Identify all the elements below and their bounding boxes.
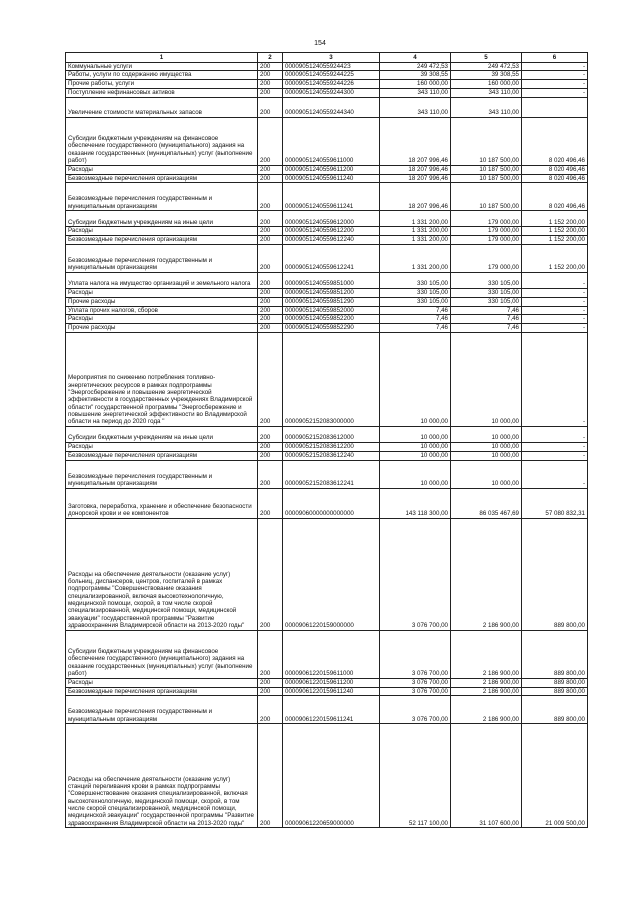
row-value-col4: 1 331 200,00: [380, 245, 451, 273]
row-value-col4: 7,46: [380, 315, 451, 324]
row-code-cell: 200: [258, 460, 283, 488]
row-value-col5: 249 472,53: [451, 62, 522, 71]
row-value-col6: -: [522, 88, 588, 97]
row-value-col5: 2 186 900,00: [451, 696, 522, 724]
row-value-col6: -: [522, 62, 588, 71]
row-code-cell: 200: [258, 315, 283, 324]
row-value-col6: -: [522, 460, 588, 488]
row-code-cell: 200: [258, 236, 283, 245]
row-value-col4: 330 105,00: [380, 297, 451, 306]
row-value-col6: -: [522, 297, 588, 306]
row-kbk-cell: 00009051240559851000: [283, 273, 380, 289]
row-value-col5: 2 186 900,00: [451, 687, 522, 696]
row-code-cell: 200: [258, 678, 283, 687]
row-name-cell: Безвозмездные перечисления государственным и муниципальным организациям: [66, 696, 258, 724]
row-value-col4: 3 076 700,00: [380, 687, 451, 696]
table-row: [66, 97, 588, 117]
row-value-col6: 8 020 496,46: [522, 117, 588, 165]
row-value-col6: -: [522, 443, 588, 452]
row-value-col4: 1 331 200,00: [380, 211, 451, 227]
row-code-cell: 200: [258, 696, 283, 724]
row-value-col4: 3 076 700,00: [380, 518, 451, 630]
row-code-cell: 200: [258, 80, 283, 89]
row-kbk-cell: 00009051240559852290: [283, 324, 380, 333]
row-value-col5: 86 035 467,69: [451, 488, 522, 518]
row-kbk-cell: 00009051240559611000: [283, 117, 380, 165]
row-value-col4: 143 118 300,00: [380, 488, 451, 518]
row-kbk-cell: 00009061220159611200: [283, 678, 380, 687]
row-value-col4: 343 110,00: [380, 88, 451, 97]
table-row: [66, 315, 588, 324]
row-kbk-cell: 00009051240559244300: [283, 88, 380, 97]
row-value-col6: 8 020 496,46: [522, 165, 588, 174]
table-row: [66, 80, 588, 89]
row-kbk-cell: 00009061220159611240: [283, 687, 380, 696]
row-kbk-cell: 00009051240559244225: [283, 71, 380, 80]
row-value-col5: 160 000,00: [451, 80, 522, 89]
row-code-cell: 200: [258, 183, 283, 211]
row-name-cell: Уплата налога на имущество организаций и земельного налога: [66, 273, 258, 289]
row-kbk-cell: 00009052152083612240: [283, 451, 380, 460]
row-name-cell: Заготовка, переработка, хранение и обеспечение безопасности донорской крови и ее компонентов: [66, 488, 258, 518]
row-value-col6: -: [522, 427, 588, 443]
row-name-cell: Прочие расходы: [66, 324, 258, 333]
row-value-col5: 10 187 500,00: [451, 165, 522, 174]
row-value-col6: -: [522, 333, 588, 427]
row-value-col4: 18 207 996,46: [380, 165, 451, 174]
table-row: [66, 71, 588, 80]
table-row: [66, 678, 588, 687]
row-value-col5: 2 186 900,00: [451, 518, 522, 630]
column-header: 2: [258, 53, 283, 63]
row-kbk-cell: 00009052152083612000: [283, 427, 380, 443]
table-row: [66, 696, 588, 724]
table-row: [66, 62, 588, 71]
row-value-col4: 39 308,55: [380, 71, 451, 80]
row-value-col4: 10 000,00: [380, 460, 451, 488]
row-value-col5: 179 000,00: [451, 236, 522, 245]
table-header-row: [66, 53, 588, 63]
row-kbk-cell: 00009061220159611241: [283, 696, 380, 724]
row-code-cell: 200: [258, 451, 283, 460]
row-code-cell: 200: [258, 211, 283, 227]
row-kbk-cell: 00009051240559852000: [283, 306, 380, 315]
row-name-cell: Безвозмездные перечисления организациям: [66, 174, 258, 183]
row-code-cell: 200: [258, 165, 283, 174]
row-value-col5: 10 000,00: [451, 427, 522, 443]
row-value-col6: -: [522, 324, 588, 333]
row-kbk-cell: 00009052152083612200: [283, 443, 380, 452]
row-name-cell: Уплата прочих налогов, сборов: [66, 306, 258, 315]
row-value-col6: -: [522, 289, 588, 298]
column-header: 1: [66, 53, 258, 63]
row-name-cell: Расходы: [66, 315, 258, 324]
row-name-cell: Расходы: [66, 443, 258, 452]
row-value-col6: 889 800,00: [522, 630, 588, 678]
row-kbk-cell: 00009051240559244340: [283, 97, 380, 117]
row-name-cell: Безвозмездные перечисления организациям: [66, 236, 258, 245]
row-value-col4: 18 207 996,46: [380, 117, 451, 165]
row-name-cell: Безвозмездные перечисления организациям: [66, 451, 258, 460]
row-kbk-cell: 00009051240559852200: [283, 315, 380, 324]
row-code-cell: 200: [258, 427, 283, 443]
row-value-col4: 18 207 996,46: [380, 183, 451, 211]
row-value-col4: 52 117 100,00: [380, 724, 451, 828]
row-kbk-cell: 00009052152083612241: [283, 460, 380, 488]
row-value-col5: 10 000,00: [451, 443, 522, 452]
row-value-col5: 10 187 500,00: [451, 117, 522, 165]
row-kbk-cell: 00009051240559611241: [283, 183, 380, 211]
row-value-col5: 330 105,00: [451, 297, 522, 306]
row-kbk-cell: 00009061220159611000: [283, 630, 380, 678]
row-code-cell: 200: [258, 273, 283, 289]
table-row: [66, 306, 588, 315]
table-row: [66, 174, 588, 183]
table-row: [66, 324, 588, 333]
row-value-col5: 10 000,00: [451, 460, 522, 488]
row-code-cell: 200: [258, 88, 283, 97]
row-value-col5: 10 000,00: [451, 451, 522, 460]
row-value-col4: 10 000,00: [380, 451, 451, 460]
row-value-col6: 57 080 832,31: [522, 488, 588, 518]
row-code-cell: 200: [258, 97, 283, 117]
row-kbk-cell: 00009051240559851200: [283, 289, 380, 298]
row-value-col6: 1 152 200,00: [522, 211, 588, 227]
row-name-cell: Субсидии бюджетным учреждениям на иные цели: [66, 211, 258, 227]
table-row: [66, 245, 588, 273]
table-row: [66, 518, 588, 630]
page-number: 154: [314, 40, 326, 47]
row-value-col4: 1 331 200,00: [380, 236, 451, 245]
row-value-col4: 3 076 700,00: [380, 678, 451, 687]
row-name-cell: Расходы на обеспечение деятельности (оказание услуг) больниц, диспансеров, центров, госпиталей в рамках подпрограммы "Совершенствование оказания специализированной, включая высокотехнологичную, медицинской помощи, скорой, в том числе скорой специализированной, медицинской помощи, медицинской эвакуации" государственной программы "Развитие здравоохранения Владимирской области на 2013-2020 годы": [66, 518, 258, 630]
row-code-cell: 200: [258, 630, 283, 678]
row-value-col4: 330 105,00: [380, 273, 451, 289]
row-kbk-cell: 00009051240559244226: [283, 80, 380, 89]
row-kbk-cell: 00009051240559611240: [283, 174, 380, 183]
table-row: [66, 211, 588, 227]
row-name-cell: Субсидии бюджетным учреждениям на иные цели: [66, 427, 258, 443]
table-row: [66, 227, 588, 236]
row-name-cell: Коммунальные услуги: [66, 62, 258, 71]
row-value-col5: 10 000,00: [451, 333, 522, 427]
row-name-cell: Прочие работы, услуги: [66, 80, 258, 89]
row-code-cell: 200: [258, 245, 283, 273]
row-code-cell: 200: [258, 488, 283, 518]
row-value-col5: 7,46: [451, 315, 522, 324]
row-kbk-cell: 00009051240559612200: [283, 227, 380, 236]
table-row: [66, 273, 588, 289]
row-value-col5: 31 107 600,00: [451, 724, 522, 828]
row-name-cell: Субсидии бюджетным учреждениям на финансовое обеспечение государственного (муниципального) задания на оказание государственных (муниципальных) услуг (выполнение работ): [66, 117, 258, 165]
row-kbk-cell: 00009051240559612000: [283, 211, 380, 227]
row-value-col4: 10 000,00: [380, 443, 451, 452]
row-code-cell: 200: [258, 324, 283, 333]
row-value-col5: 2 186 900,00: [451, 678, 522, 687]
row-value-col6: -: [522, 315, 588, 324]
row-name-cell: Увеличение стоимости материальных запасов: [66, 97, 258, 117]
row-value-col4: 10 000,00: [380, 427, 451, 443]
table-row: [66, 488, 588, 518]
row-kbk-cell: 00009051240559612241: [283, 245, 380, 273]
row-value-col6: -: [522, 80, 588, 89]
row-value-col5: 330 105,00: [451, 273, 522, 289]
column-header: 3: [283, 53, 380, 63]
row-value-col5: 7,46: [451, 324, 522, 333]
row-value-col5: 10 187 500,00: [451, 183, 522, 211]
row-code-cell: 200: [258, 117, 283, 165]
row-name-cell: Расходы: [66, 165, 258, 174]
table-row: [66, 289, 588, 298]
row-value-col4: 10 000,00: [380, 333, 451, 427]
row-value-col6: -: [522, 71, 588, 80]
row-kbk-cell: 000090512405592442З: [283, 62, 380, 71]
row-kbk-cell: 00009051240559612240: [283, 236, 380, 245]
row-name-cell: Субсидии бюджетным учреждениям на финансовое обеспечение государственного (муниципального) задания на оказание государственных (муниципальных) услуг (выполнение работ): [66, 630, 258, 678]
row-kbk-cell: 00009051240559611200: [283, 165, 380, 174]
row-value-col6: 889 800,00: [522, 687, 588, 696]
row-value-col6: 8 020 496,46: [522, 183, 588, 211]
row-name-cell: Работы, услуги по содержанию имущества: [66, 71, 258, 80]
table-row: [66, 630, 588, 678]
row-value-col5: 2 186 900,00: [451, 630, 522, 678]
table-row: [66, 724, 588, 828]
row-name-cell: Мероприятия по снижению потребления топливно-энергетических ресурсов в рамках подпрограммы "Энергосбережение и повышение энергетической эффективности в государственных учреждениях Владимирской области" государственной программы "Энергосбережение и повышение энергетической эффективности во Владимирской области на период до 2020 года ": [66, 333, 258, 427]
row-value-col4: 18 207 996,46: [380, 174, 451, 183]
row-value-col6: -: [522, 273, 588, 289]
row-value-col6: 1 152 200,00: [522, 227, 588, 236]
table-row: [66, 687, 588, 696]
row-code-cell: 200: [258, 443, 283, 452]
row-code-cell: 200: [258, 333, 283, 427]
row-value-col4: 160 000,00: [380, 80, 451, 89]
row-value-col6: -: [522, 451, 588, 460]
row-value-col5: 343 110,00: [451, 88, 522, 97]
column-header: 5: [451, 53, 522, 63]
row-value-col5: 7,46: [451, 306, 522, 315]
row-code-cell: 200: [258, 62, 283, 71]
row-value-col6: 1 152 200,00: [522, 236, 588, 245]
column-header: 4: [380, 53, 451, 63]
row-value-col6: -: [522, 306, 588, 315]
row-value-col4: 249 472,53: [380, 62, 451, 71]
row-code-cell: 200: [258, 227, 283, 236]
row-code-cell: 200: [258, 174, 283, 183]
table-row: [66, 183, 588, 211]
row-code-cell: 200: [258, 71, 283, 80]
row-name-cell: Безвозмездные перечисления организациям: [66, 687, 258, 696]
row-kbk-cell: 00009060000000000000: [283, 488, 380, 518]
row-code-cell: 200: [258, 306, 283, 315]
row-name-cell: Прочие расходы: [66, 297, 258, 306]
row-value-col6: 21 009 500,00: [522, 724, 588, 828]
row-name-cell: Безвозмездные перечисления государственным и муниципальным организациям: [66, 245, 258, 273]
row-code-cell: 200: [258, 687, 283, 696]
row-kbk-cell: 00009061220659000000: [283, 724, 380, 828]
row-kbk-cell: 00009061220159000000: [283, 518, 380, 630]
table-row: [66, 460, 588, 488]
row-value-col6: [522, 97, 588, 117]
row-value-col5: 179 000,00: [451, 227, 522, 236]
row-name-cell: Безвозмездные перечисления государственным и муниципальным организациям: [66, 460, 258, 488]
row-kbk-cell: 00009052152083000000: [283, 333, 380, 427]
row-value-col5: 179 000,00: [451, 245, 522, 273]
row-value-col4: 7,46: [380, 324, 451, 333]
table-row: [66, 297, 588, 306]
row-name-cell: Расходы: [66, 678, 258, 687]
row-value-col5: 343 110,00: [451, 97, 522, 117]
table-row: [66, 88, 588, 97]
row-code-cell: 200: [258, 297, 283, 306]
row-name-cell: Расходы: [66, 289, 258, 298]
row-code-cell: 200: [258, 518, 283, 630]
budget-table: [65, 52, 588, 828]
column-header: 6: [522, 53, 588, 63]
table-row: [66, 427, 588, 443]
row-kbk-cell: 00009051240559851290: [283, 297, 380, 306]
row-name-cell: Поступление нефинансовых активов: [66, 88, 258, 97]
row-value-col6: 889 800,00: [522, 678, 588, 687]
row-value-col4: 3 076 700,00: [380, 696, 451, 724]
row-value-col6: 8 020 496,46: [522, 174, 588, 183]
row-name-cell: Безвозмездные перечисления государственным и муниципальным организациям: [66, 183, 258, 211]
row-value-col4: 343 110,00: [380, 97, 451, 117]
row-value-col4: 7,46: [380, 306, 451, 315]
row-name-cell: Расходы: [66, 227, 258, 236]
row-name-cell: Расходы на обеспечение деятельности (оказание услуг) станций переливания крови в рамках подпрограммы "Совершенствование оказания специализированной, включая высокотехнологичную, медицинской помощи, скорой, в том числе скорой специализированной, медицинской помощи, медицинской эвакуации" государственной программы "Развитие здравоохранения Владимирской области на 2013-2020 годы": [66, 724, 258, 828]
row-value-col6: 889 800,00: [522, 696, 588, 724]
row-value-col6: 889 800,00: [522, 518, 588, 630]
table-row: [66, 117, 588, 165]
row-value-col6: 1 152 200,00: [522, 245, 588, 273]
row-value-col5: 330 105,00: [451, 289, 522, 298]
table-row: [66, 165, 588, 174]
row-value-col5: 10 187 500,00: [451, 174, 522, 183]
row-value-col4: 3 076 700,00: [380, 630, 451, 678]
row-code-cell: 200: [258, 289, 283, 298]
row-value-col5: 39 308,55: [451, 71, 522, 80]
table-row: [66, 451, 588, 460]
row-code-cell: 200: [258, 724, 283, 828]
row-value-col4: 330 105,00: [380, 289, 451, 298]
table-row: [66, 443, 588, 452]
table-row: [66, 333, 588, 427]
table-row: [66, 236, 588, 245]
row-value-col5: 179 000,00: [451, 211, 522, 227]
row-value-col4: 1 331 200,00: [380, 227, 451, 236]
